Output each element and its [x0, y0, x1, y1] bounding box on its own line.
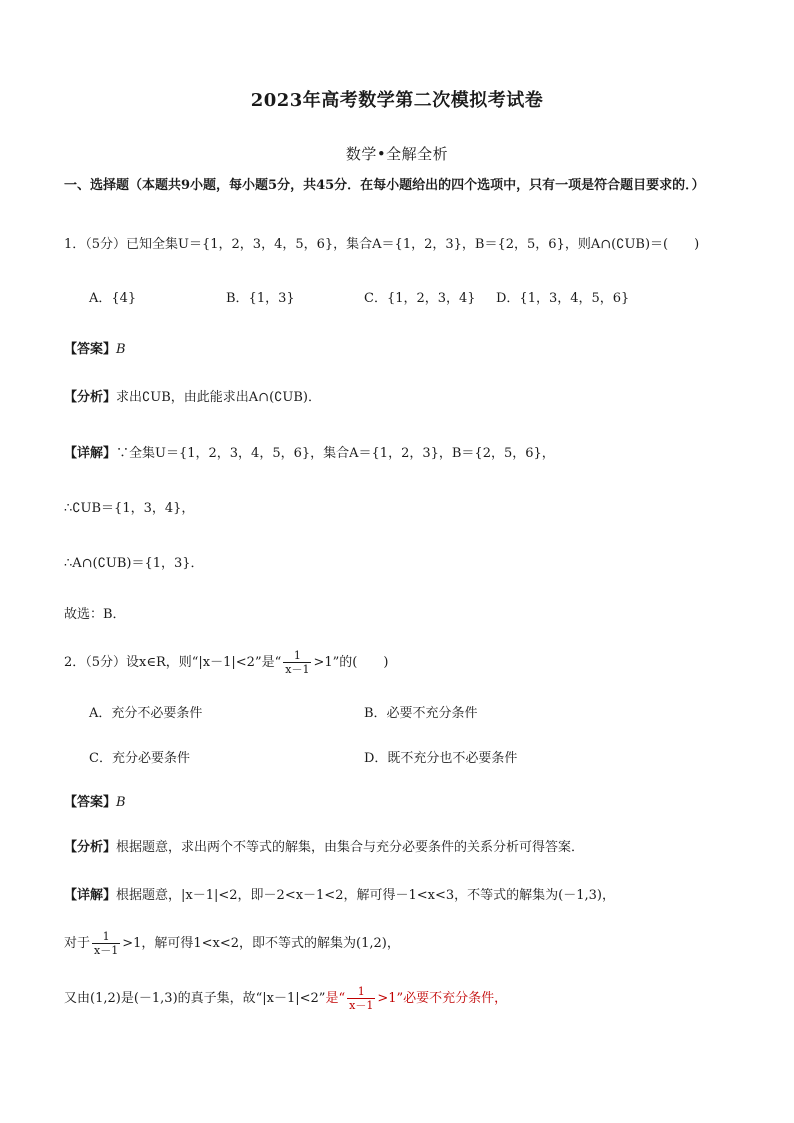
answer-value: B	[116, 342, 126, 357]
analysis-text: 求出∁UB，由此能求出A∩(∁UB)．	[116, 390, 322, 405]
q2-option-a: A．充分不必要条件	[89, 706, 203, 721]
answer-label: 【答案】	[64, 795, 117, 810]
fraction-denominator: x－1	[285, 663, 310, 676]
q1-detail	[64, 442, 555, 461]
q1-detail-line-3: ∴A∩(∁UB)＝{1，3}．	[64, 556, 204, 571]
fraction-numerator: 1	[92, 930, 120, 944]
detail-red-text-a: 是“	[325, 991, 346, 1006]
q2-stem-text-b: >1”的( )	[313, 655, 389, 670]
detail-line: ∵全集U＝{1，2，3，4，5，6}，集合A＝{1，2，3}，B＝{2，5，6}，	[116, 446, 555, 461]
q1-option-d: D．{1，3，4，5，6}	[496, 291, 630, 306]
answer-label: 【答案】	[64, 342, 117, 357]
analysis-text: 根据题意，求出两个不等式的解集，由集合与充分必要条件的关系分析可得答案．	[116, 840, 585, 855]
detail-label: 【详解】	[64, 446, 117, 461]
detail-red-text-b: >1”必要不充分条件，	[377, 991, 508, 1006]
fraction-numerator: 1	[347, 985, 375, 999]
fraction-denominator: x－1	[94, 944, 119, 957]
q2-option-b: B．必要不充分条件	[364, 706, 478, 721]
q1-analysis	[64, 386, 321, 405]
q1-option-c: C．{1，2，3，4}	[364, 291, 476, 306]
detail-text-a: 对于	[64, 936, 91, 951]
detail-text-a: 又由(1,2)是(－1,3)的真子集，故“|x－1|<2”	[64, 991, 326, 1006]
fraction-numerator: 1	[283, 649, 311, 663]
q1-detail-line-2: ∴∁UB＝{1，3，4}，	[64, 501, 195, 516]
q2-stem	[64, 649, 388, 676]
detail-label: 【详解】	[64, 888, 117, 903]
detail-fraction	[347, 985, 375, 1012]
q2-option-d: D．既不充分也不必要条件	[364, 751, 518, 766]
analysis-label: 【分析】	[64, 840, 117, 855]
q1-stem: 1．（5分）已知全集U＝{1，2，3，4，5，6}，集合A＝{1，2，3}，B＝{2，5，6}，则A∩(∁UB)＝( )	[64, 237, 700, 252]
q2-answer	[64, 791, 126, 810]
analysis-label: 【分析】	[64, 390, 117, 405]
q2-stem-text-a: 2．（5分）设x∈R，则“|x－1|<2”是“	[64, 655, 282, 670]
q1-option-a: A．{4}	[89, 291, 137, 306]
detail-fraction	[92, 930, 120, 957]
page-subtitle: 数学•全解全析	[345, 145, 449, 163]
q2-option-c: C．充分必要条件	[89, 751, 190, 766]
detail-text-b: >1，解可得1<x<2，即不等式的解集为(1,2)，	[122, 936, 400, 951]
section-heading: 一、选择题（本题共9小题，每小题5分，共45分．在每小题给出的四个选项中，只有一项是符合题目要求的．）	[64, 178, 705, 193]
q1-answer	[64, 338, 126, 357]
detail-line: 根据题意，|x－1|<2，即－2<x－1<2，解可得－1<x<3，不等式的解集为(－1,3)，	[116, 888, 615, 903]
page-title: 2023年高考数学第二次模拟考试卷	[250, 90, 544, 111]
q1-conclusion: 故选：B．	[64, 607, 126, 622]
answer-value: B	[116, 795, 126, 810]
fraction-denominator: x－1	[349, 999, 374, 1012]
q2-analysis	[64, 836, 584, 855]
q2-stem-fraction	[283, 649, 311, 676]
q2-detail-line-2	[64, 930, 400, 957]
q2-detail-line-3	[64, 985, 507, 1012]
q2-detail	[64, 884, 615, 903]
q1-option-b: B．{1，3}	[226, 291, 295, 306]
